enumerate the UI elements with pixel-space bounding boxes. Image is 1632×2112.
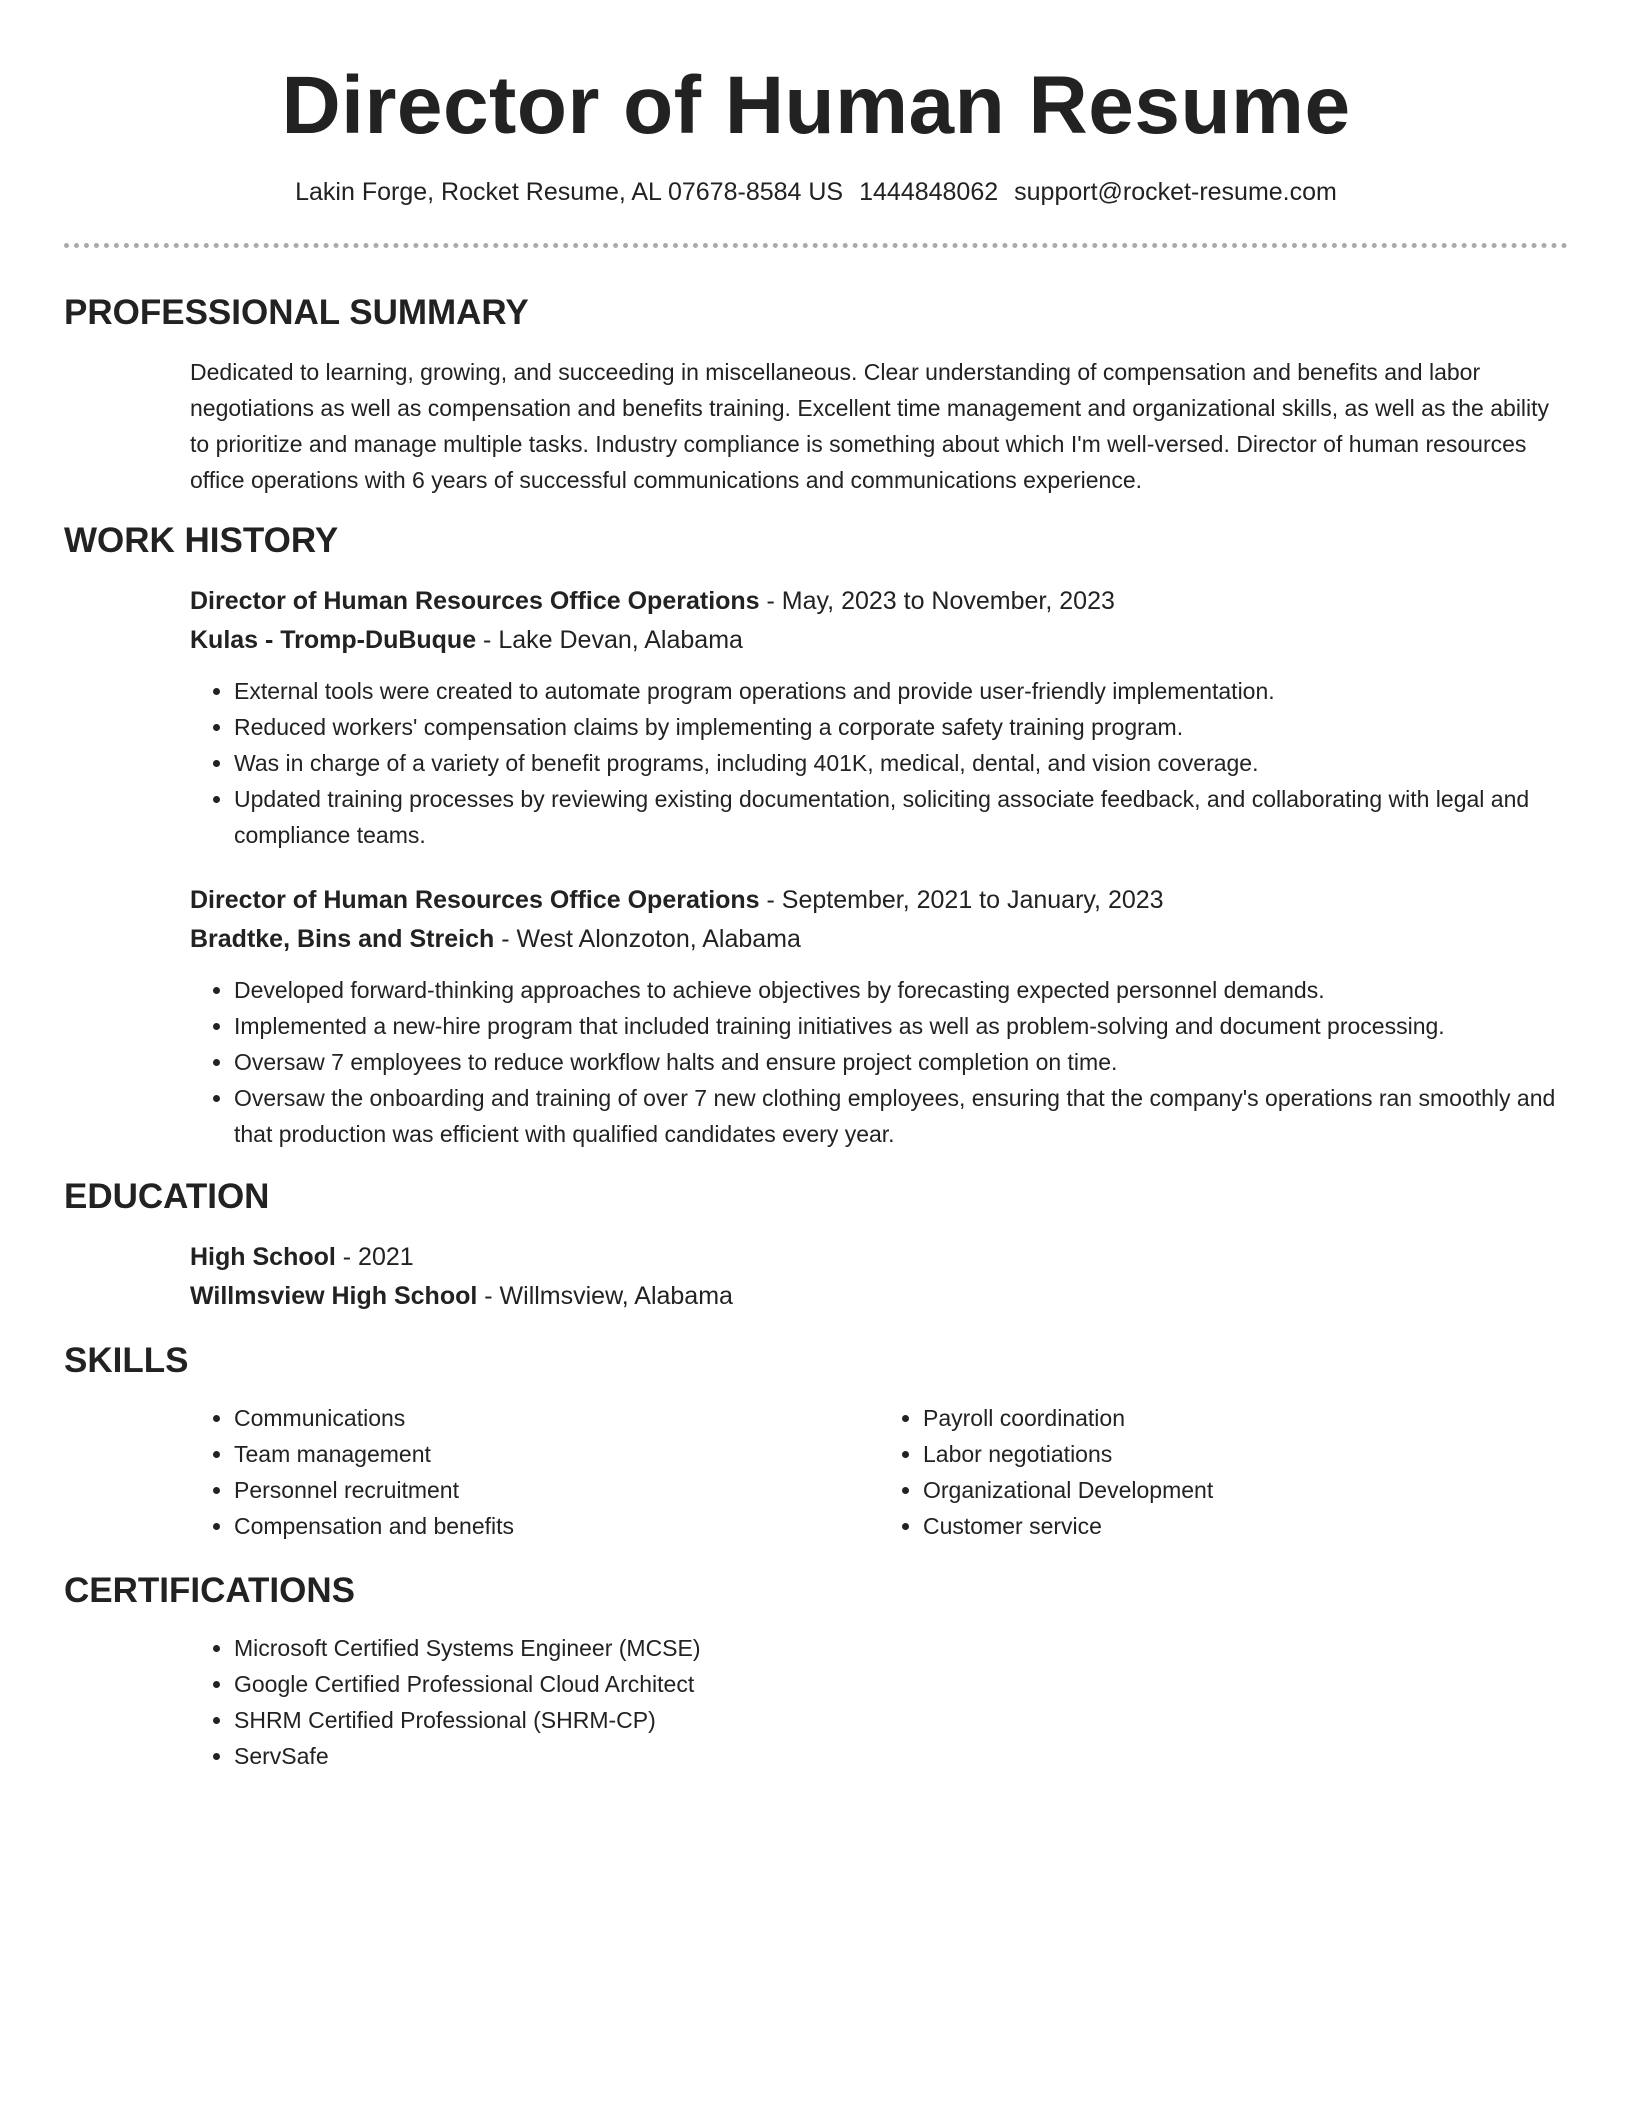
job-company: Bradtke, Bins and Streich: [190, 925, 495, 953]
job-entry: [190, 582, 1568, 853]
certification-item: • ServSafe: [234, 1738, 1568, 1774]
job-position: Director of Human Resources Office Operations: [190, 886, 760, 914]
job-bullet: • Developed forward-thinking approaches to achieve objectives by forecasting expected personnel demands.: [234, 972, 1568, 1008]
certifications-section: [190, 1630, 1568, 1774]
job-company-line: [190, 621, 1568, 660]
job-bullet: • Reduced workers' compensation claims by implementing a corporate safety training program.: [234, 709, 1568, 745]
skills-section: [190, 1400, 1568, 1544]
skill-item: • Labor negotiations: [923, 1436, 1568, 1472]
job-location: - West Alonzoton, Alabama: [494, 925, 801, 953]
job-dates: - September, 2021 to January, 2023: [759, 886, 1164, 914]
job-location: - Lake Devan, Alabama: [476, 626, 743, 654]
job-dates: - May, 2023 to November, 2023: [759, 587, 1115, 615]
resume-name: Director of Human Resume: [281, 60, 1351, 151]
address: Lakin Forge, Rocket Resume, AL 07678-8584 US: [295, 178, 844, 206]
skill-item: • Personnel recruitment: [234, 1472, 879, 1508]
skill-item: • Team management: [234, 1436, 879, 1472]
skill-item: • Payroll coordination: [923, 1400, 1568, 1436]
certification-item: • Google Certified Professional Cloud Architect: [234, 1666, 1568, 1702]
work-history-heading: WORK HISTORY: [64, 521, 339, 560]
skills-list-left: [190, 1400, 879, 1544]
education-degree-line: [190, 1238, 1568, 1277]
skills-list-right: [879, 1400, 1568, 1544]
education-section: [190, 1238, 1568, 1316]
job-bullet: • Updated training processes by reviewing existing documentation, soliciting associate feedback, and collaborating with legal and compliance teams.: [234, 781, 1568, 853]
certification-item: • Microsoft Certified Systems Engineer (MCSE): [234, 1630, 1568, 1666]
skill-item: • Customer service: [923, 1508, 1568, 1544]
job-title-line: [190, 582, 1568, 621]
job-entry: [190, 881, 1568, 1152]
job-bullets: [190, 673, 1568, 853]
skill-item: • Organizational Development: [923, 1472, 1568, 1508]
contact-line: [64, 174, 1568, 210]
certifications-heading: CERTIFICATIONS: [64, 1571, 356, 1610]
header-divider: [64, 243, 1568, 248]
education-location: - Willmsview, Alabama: [477, 1282, 733, 1310]
education-school: Willmsview High School: [190, 1282, 478, 1310]
education-year: - 2021: [335, 1243, 414, 1271]
summary-heading: PROFESSIONAL SUMMARY: [64, 293, 529, 332]
resume-page: [64, 0, 1568, 1774]
email: support@rocket-resume.com: [1014, 178, 1337, 206]
summary-section: [190, 354, 1568, 498]
job-company: Kulas - Tromp-DuBuque: [190, 626, 477, 654]
certification-item: • SHRM Certified Professional (SHRM-CP): [234, 1702, 1568, 1738]
summary-text: Dedicated to learning, growing, and succeeding in miscellaneous. Clear understanding of compensation and benefits and labor negotiations as well as compensation and benefits training. Excellent time management and organizational skills, as well as the ability to prioritize and manage multiple tasks. Industry compliance is something about which I'm well-versed. Director of human resources office operations with 6 years of successful communications and communications experience.: [190, 359, 1550, 493]
job-bullet: • Oversaw the onboarding and training of over 7 new clothing employees, ensuring that the company's operations ran smoothly and that production was efficient with qualified candidates every year.: [234, 1080, 1568, 1152]
job-bullets: [190, 972, 1568, 1152]
job-bullet: • Was in charge of a variety of benefit programs, including 401K, medical, dental, and vision coverage.: [234, 745, 1568, 781]
job-company-line: [190, 920, 1568, 959]
job-title-line: [190, 881, 1568, 920]
job-bullet: • External tools were created to automate program operations and provide user-friendly implementation.: [234, 673, 1568, 709]
work-history-section: [190, 582, 1568, 1152]
education-degree: High School: [190, 1243, 336, 1271]
job-bullet: • Oversaw 7 employees to reduce workflow halts and ensure project completion on time.: [234, 1044, 1568, 1080]
job-bullet: • Implemented a new-hire program that included training initiatives as well as problem-solving and document processing.: [234, 1008, 1568, 1044]
skill-item: • Compensation and benefits: [234, 1508, 879, 1544]
education-heading: EDUCATION: [64, 1177, 270, 1216]
skills-heading: SKILLS: [64, 1341, 189, 1380]
certifications-list: [190, 1630, 1568, 1774]
education-school-line: [190, 1277, 1568, 1316]
job-position: Director of Human Resources Office Operations: [190, 587, 760, 615]
skill-item: • Communications: [234, 1400, 879, 1436]
phone: 1444848062: [859, 178, 999, 206]
